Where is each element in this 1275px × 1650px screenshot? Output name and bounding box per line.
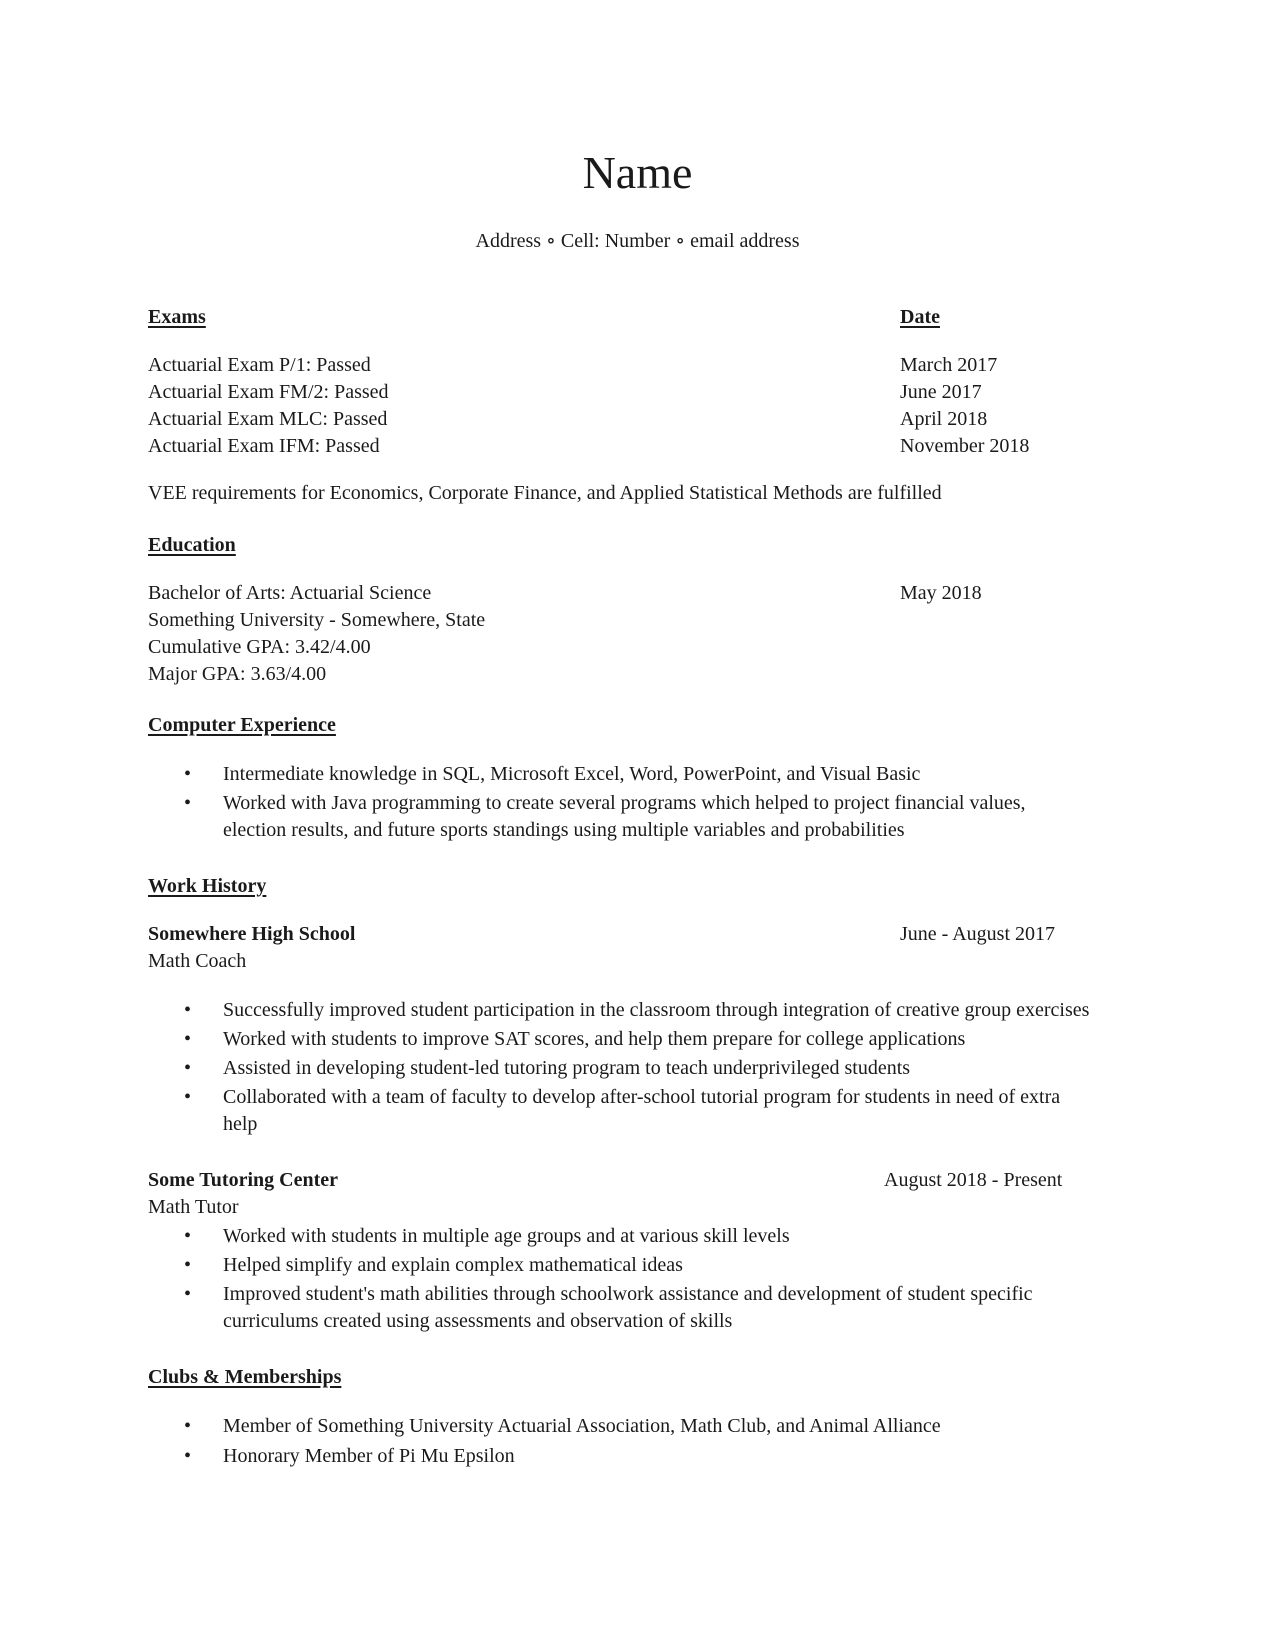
bullet-icon: • <box>184 1225 192 1247</box>
list-item: Honorary Member of Pi Mu Epsilon <box>223 1445 515 1467</box>
bullet-icon: • <box>184 1415 192 1437</box>
bullet-icon: • <box>184 792 192 814</box>
bullet-icon: • <box>184 1445 192 1467</box>
education-heading: Education <box>148 534 236 556</box>
list-item: Intermediate knowledge in SQL, Microsoft Excel, Word, PowerPoint, and Visual Basic <box>223 763 921 785</box>
exam-item: Actuarial Exam P/1: Passed <box>148 354 371 376</box>
degree: Bachelor of Arts: Actuarial Science <box>148 582 432 604</box>
list-item: Collaborated with a team of faculty to develop after-school tutorial program for students in need of extra <box>223 1086 1061 1108</box>
exam-item: Actuarial Exam FM/2: Passed <box>148 381 389 403</box>
list-item: Successfully improved student participation in the classroom through integration of creative group exercises <box>223 999 1090 1021</box>
list-item-continuation: election results, and future sports standings using multiple variables and probabilities <box>223 819 905 841</box>
date-heading: Date <box>900 306 940 328</box>
exam-date: April 2018 <box>900 408 988 430</box>
exam-date: June 2017 <box>900 381 982 403</box>
computer-experience-heading: Computer Experience <box>148 714 336 736</box>
resume-name: Name <box>582 147 693 198</box>
exam-item: Actuarial Exam MLC: Passed <box>148 408 388 430</box>
bullet-icon: • <box>184 1283 192 1305</box>
bullet-icon: • <box>184 1254 192 1276</box>
contact-line: Address ∘ Cell: Number ∘ email address <box>475 230 800 252</box>
exam-date: November 2018 <box>900 435 1030 457</box>
bullet-icon: • <box>184 763 192 785</box>
list-item: Member of Something University Actuarial Association, Math Club, and Animal Alliance <box>223 1415 941 1437</box>
employment-dates: August 2018 - Present <box>884 1169 1063 1191</box>
exam-date: March 2017 <box>900 354 998 376</box>
list-item: Worked with students in multiple age groups and at various skill levels <box>223 1225 790 1247</box>
clubs-heading: Clubs & Memberships <box>148 1366 342 1388</box>
employer-name: Some Tutoring Center <box>148 1169 338 1191</box>
list-item: Assisted in developing student-led tutoring program to teach underprivileged students <box>223 1057 911 1079</box>
list-item-continuation: help <box>223 1113 258 1135</box>
major-gpa: Major GPA: 3.63/4.00 <box>148 663 327 685</box>
job-title: Math Tutor <box>148 1196 239 1218</box>
list-item: Worked with students to improve SAT scores, and help them prepare for college applications <box>223 1028 966 1050</box>
list-item: Helped simplify and explain complex mathematical ideas <box>223 1254 683 1276</box>
list-item: Improved student's math abilities through schoolwork assistance and development of student specific <box>223 1283 1033 1305</box>
school: Something University - Somewhere, State <box>148 609 486 631</box>
work-history-heading: Work History <box>148 875 267 897</box>
bullet-icon: • <box>184 1086 192 1108</box>
bullet-icon: • <box>184 1028 192 1050</box>
job-title: Math Coach <box>148 950 247 972</box>
list-item-continuation: curriculums created using assessments and observation of skills <box>223 1310 733 1332</box>
cumulative-gpa: Cumulative GPA: 3.42/4.00 <box>148 636 371 658</box>
exams-heading: Exams <box>148 306 206 328</box>
list-item: Worked with Java programming to create several programs which helped to project financial values, <box>223 792 1026 814</box>
bullet-icon: • <box>184 999 192 1021</box>
degree-date: May 2018 <box>900 582 982 604</box>
exam-item: Actuarial Exam IFM: Passed <box>148 435 380 457</box>
bullet-icon: • <box>184 1057 192 1079</box>
vee-note: VEE requirements for Economics, Corporate Finance, and Applied Statistical Methods are fulfilled <box>148 482 942 504</box>
employer-name: Somewhere High School <box>148 923 356 945</box>
employment-dates: June - August 2017 <box>900 923 1055 945</box>
